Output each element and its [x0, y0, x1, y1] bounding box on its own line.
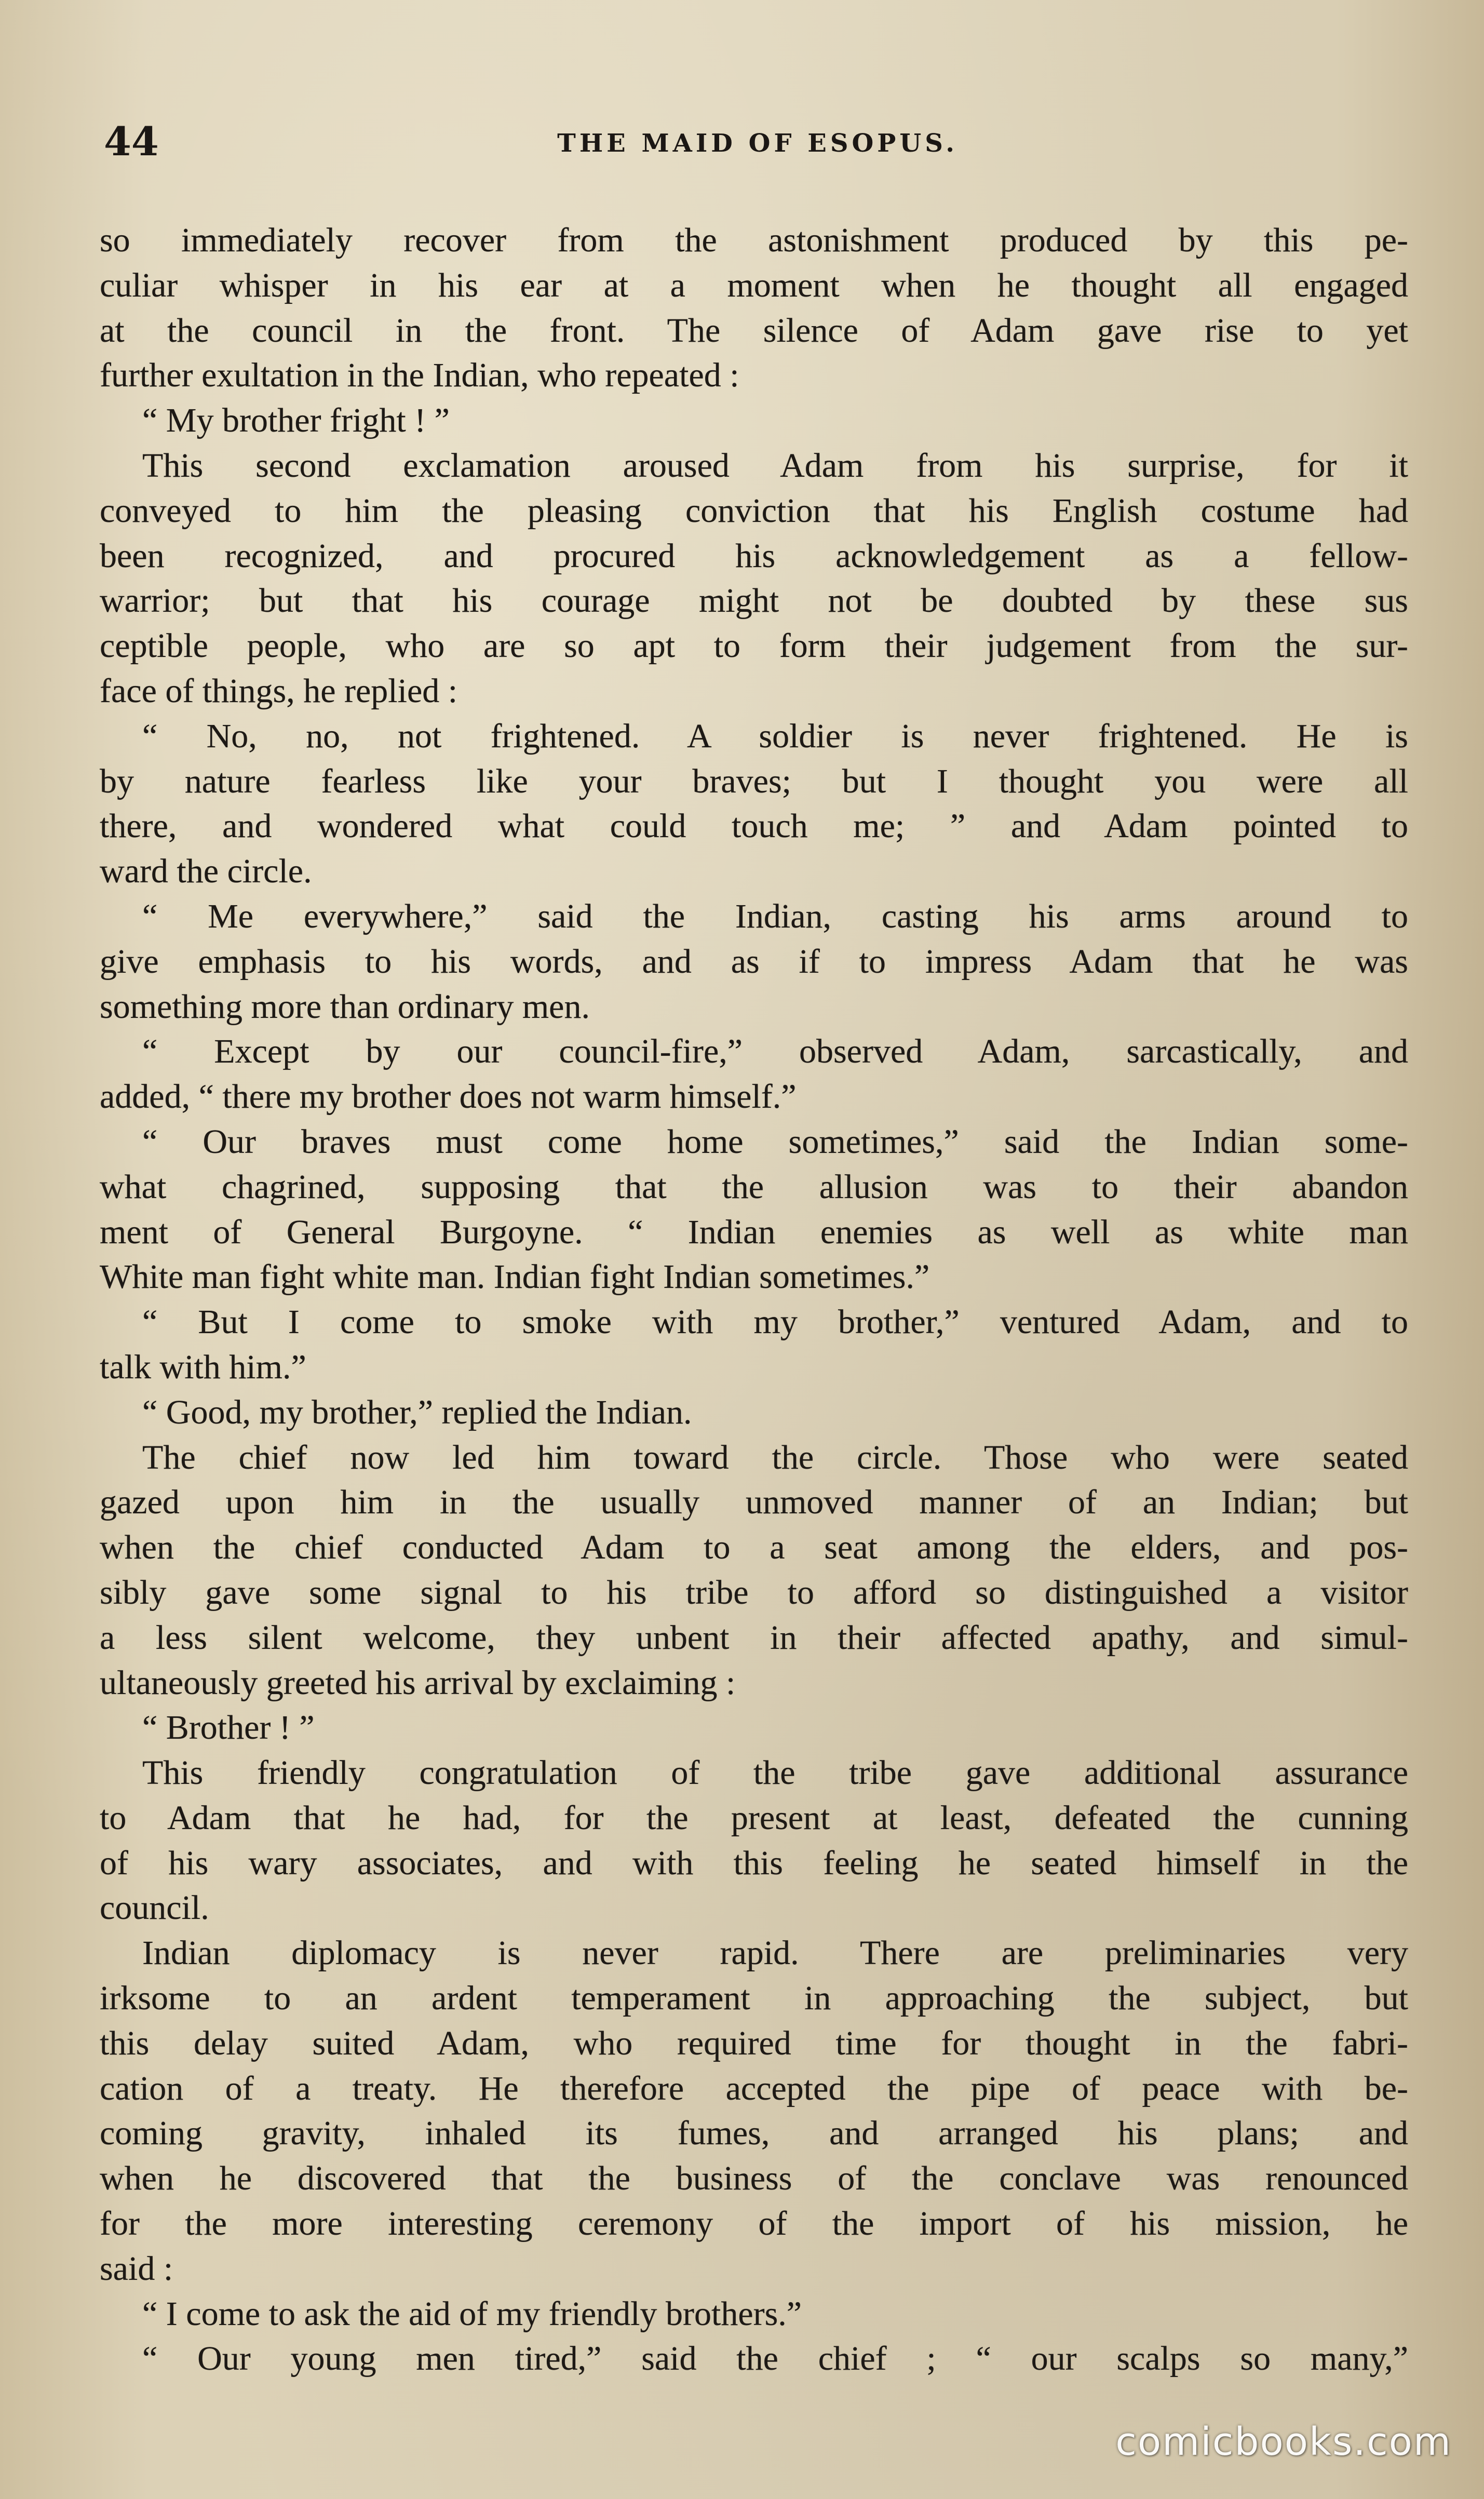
text-line: ment of General Burgoyne. “ Indian enemies as well as white man — [100, 1213, 1408, 1251]
text-line: so immediately recover from the astonishment produced by this pe- — [100, 221, 1408, 259]
text-line: “ No, no, not frightened. A soldier is never frightened. He is — [142, 717, 1408, 755]
text-line: when he discovered that the business of the conclave was renounced — [100, 2159, 1408, 2198]
page-number: 44 — [104, 118, 159, 165]
text-line: to Adam that he had, for the present at least, defeated the cunning — [100, 1798, 1408, 1837]
text-line: “ My brother fright ! ” — [142, 401, 450, 440]
text-line: sibly gave some signal to his tribe to afford so distinguished a visitor — [100, 1573, 1408, 1611]
text-line: Indian diplomacy is never rapid. There are preliminaries very — [142, 1934, 1408, 1972]
text-line: warrior; but that his courage might not be doubted by these sus — [100, 582, 1408, 620]
text-line: gazed upon him in the usually unmoved manner of an Indian; but — [100, 1483, 1408, 1522]
text-line: “ Brother ! ” — [142, 1709, 315, 1747]
text-line: added, “ there my brother does not warm himself.” — [100, 1078, 797, 1116]
text-line: The chief now led him toward the circle. Those who were seated — [142, 1438, 1408, 1476]
text-line: White man fight white man. Indian fight Indian sometimes.” — [100, 1258, 930, 1296]
watermark-text: comicbooks.com — [1115, 2420, 1452, 2464]
text-line: conveyed to him the pleasing conviction that his English costume had — [100, 491, 1408, 530]
text-line: when the chief conducted Adam to a seat among the elders, and pos- — [100, 1528, 1408, 1567]
text-line: said : — [100, 2249, 173, 2288]
text-line: “ Except by our council-fire,” observed Adam, sarcastically, and — [142, 1032, 1408, 1071]
text-line: “ I come to ask the aid of my friendly brothers.” — [142, 2294, 802, 2333]
text-line: coming gravity, inhaled its fumes, and arranged his plans; and — [100, 2114, 1408, 2153]
text-line: council. — [100, 1889, 209, 1927]
page-header — [104, 118, 1411, 165]
text-line: there, and wondered what could touch me; ” and Adam pointed to — [100, 807, 1408, 845]
text-line: talk with him.” — [100, 1348, 306, 1386]
text-line: a less silent welcome, they unbent in their affected apathy, and simul- — [100, 1618, 1408, 1657]
text-line: of his wary associates, and with this feeling he seated himself in the — [100, 1844, 1408, 1882]
running-title: THE MAID OF ESOPUS. — [557, 129, 958, 158]
text-line: ultaneously greeted his arrival by exclaiming : — [100, 1663, 736, 1702]
text-line: irksome to an ardent temperament in approaching the subject, but — [100, 1979, 1408, 2018]
body-text — [100, 218, 1408, 2382]
text-line: This friendly congratulation of the tribe gave additional assurance — [142, 1754, 1408, 1792]
text-line: at the council in the front. The silence of Adam gave rise to yet — [100, 311, 1408, 350]
text-line: give emphasis to his words, and as if to impress Adam that he was — [100, 942, 1408, 980]
text-line: this delay suited Adam, who required time for thought in the fabri- — [100, 2024, 1408, 2062]
text-line: This second exclamation aroused Adam from his surprise, for it — [142, 446, 1408, 485]
text-line: ceptible people, who are so apt to form their judgement from the sur- — [100, 627, 1408, 665]
text-line: further exultation in the Indian, who repeated : — [100, 356, 739, 395]
text-line: “ But I come to smoke with my brother,” ventured Adam, and to — [142, 1303, 1408, 1341]
text-line: “ Good, my brother,” replied the Indian. — [142, 1393, 692, 1431]
text-line: something more than ordinary men. — [100, 987, 590, 1026]
text-line: for the more interesting ceremony of the import of his mission, he — [100, 2205, 1408, 2243]
text-line: ward the circle. — [100, 852, 312, 891]
text-line: “ Our braves must come home sometimes,” said the Indian some- — [142, 1122, 1408, 1161]
text-line: what chagrined, supposing that the allusion was to their abandon — [100, 1167, 1408, 1206]
text-line: face of things, he replied : — [100, 671, 458, 710]
text-line: “ Our young men tired,” said the chief ; “ our scalps so many,” — [142, 2340, 1408, 2378]
text-line: by nature fearless like your braves; but I thought you were all — [100, 762, 1408, 800]
text-line: culiar whisper in his ear at a moment when he thought all engaged — [100, 266, 1408, 304]
text-line: been recognized, and procured his acknowledgement as a fellow- — [100, 536, 1408, 575]
text-line: “ Me everywhere,” said the Indian, casting his arms around to — [142, 897, 1408, 935]
text-line: cation of a treaty. He therefore accepted the pipe of peace with be- — [100, 2069, 1408, 2107]
